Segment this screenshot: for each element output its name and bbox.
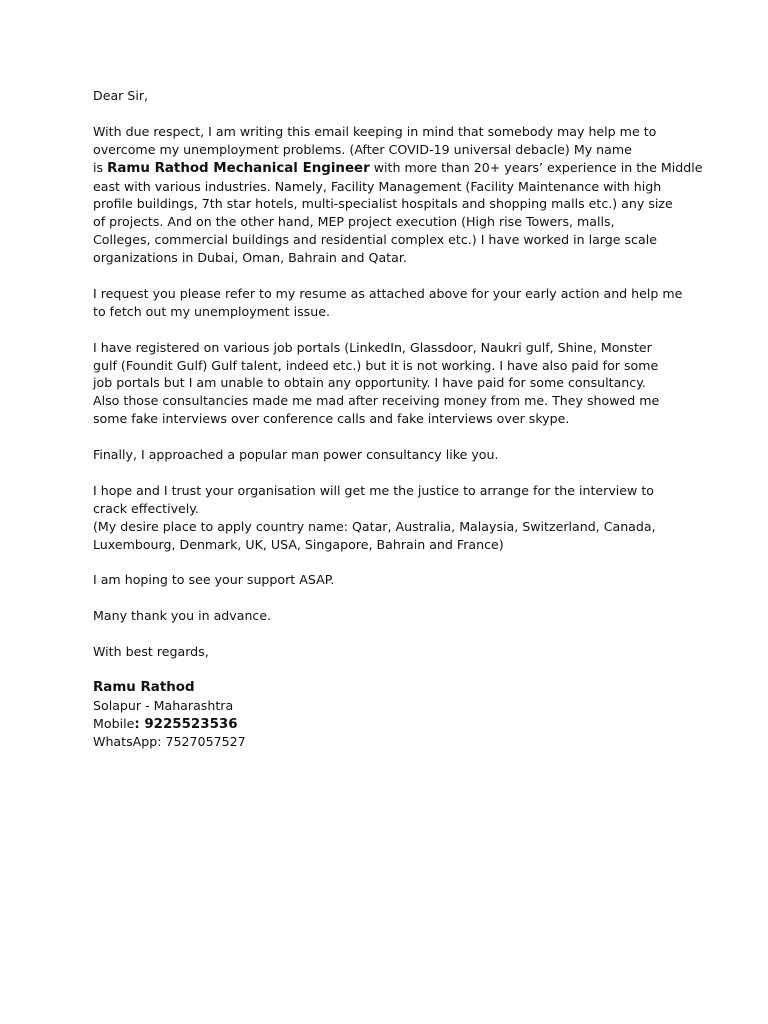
name-suffix: with more than 20+ years’ experience in the Middle (369, 159, 703, 175)
signature-whatsapp: WhatsApp: 7527057527 (93, 734, 246, 750)
paragraph-line: Also those consultancies made me mad after receiving money from me. They showed me (93, 393, 660, 409)
paragraph-hope (93, 482, 693, 554)
signature-mobile (93, 715, 693, 734)
paragraph-line: east with various industries. Namely, Facility Management (Facility Maintenance with high (93, 178, 662, 194)
paragraph-line-with-name (93, 159, 703, 178)
paragraph-thanks (93, 607, 693, 625)
paragraph-request (93, 285, 693, 321)
paragraph-line: I have registered on various job portals (LinkedIn, Glassdoor, Naukri gulf, Shine, Monster (93, 339, 652, 355)
spacer (93, 661, 693, 679)
paragraph-line: job portals but I am unable to obtain any opportunity. I have paid for some consultancy. (93, 375, 646, 391)
paragraph-introduction (93, 123, 703, 267)
paragraph-approach (93, 446, 693, 464)
salutation-text: Dear Sir, (93, 88, 149, 103)
paragraph-line: gulf (Foundit Gulf) Gulf talent, indeed etc.) but it is not working. I have also paid for some (93, 357, 659, 373)
spacer (93, 553, 693, 571)
paragraph-line: some fake interviews over conference calls and fake interviews over skype. (93, 411, 570, 427)
paragraph-line: I request you please refer to my resume as attached above for your early action and help me (93, 285, 683, 301)
signature-name: Ramu Rathod (93, 679, 195, 695)
letter-body (93, 87, 703, 751)
paragraph-line: Many thank you in advance. (93, 608, 272, 624)
signature-location: Solapur - Maharashtra (93, 697, 234, 713)
paragraph-job-portals (93, 339, 693, 429)
applicant-name-title: Ramu Rathod Mechanical Engineer (107, 160, 370, 176)
spacer (93, 464, 693, 482)
spacer (93, 625, 693, 643)
paragraph-line: organizations in Dubai, Oman, Bahrain and Qatar. (93, 250, 407, 266)
paragraph-line: Luxembourg, Denmark, UK, USA, Singapore, Bahrain and France) (93, 536, 504, 552)
spacer (93, 321, 693, 339)
paragraph-line: overcome my unemployment problems. (After COVID-19 universal debacle) My name (93, 141, 632, 157)
paragraph-line: With due respect, I am writing this email keeping in mind that somebody may help me to (93, 123, 657, 139)
paragraph-support (93, 571, 693, 589)
mobile-colon: : (134, 716, 145, 732)
spacer (93, 267, 693, 285)
spacer (93, 589, 693, 607)
mobile-number: 9225523536 (144, 716, 238, 732)
paragraph-line: I am hoping to see your support ASAP. (93, 572, 335, 588)
paragraph-line: (My desire place to apply country name: Qatar, Australia, Malaysia, Switzerland, Canada, (93, 518, 656, 534)
name-prefix: is (93, 159, 108, 175)
paragraph-line: Colleges, commercial buildings and residential complex etc.) I have worked in large scale (93, 232, 657, 248)
spacer (93, 105, 693, 123)
signature-block (93, 679, 693, 752)
salutation (93, 87, 693, 105)
closing (93, 643, 693, 661)
paragraph-line: profile buildings, 7th star hotels, multi-specialist hospitals and shopping malls etc.) any size (93, 196, 673, 212)
closing-text: With best regards, (93, 643, 209, 659)
paragraph-line: Finally, I approached a popular man power consultancy like you. (93, 447, 499, 463)
spacer (93, 428, 693, 446)
paragraph-line: to fetch out my unemployment issue. (93, 303, 330, 319)
paragraph-line: I hope and I trust your organisation will get me the justice to arrange for the interview to (93, 482, 654, 498)
paragraph-line: crack effectively. (93, 500, 199, 516)
mobile-label: Mobile (93, 715, 135, 731)
paragraph-line: of projects. And on the other hand, MEP project execution (High rise Towers, malls, (93, 214, 615, 230)
